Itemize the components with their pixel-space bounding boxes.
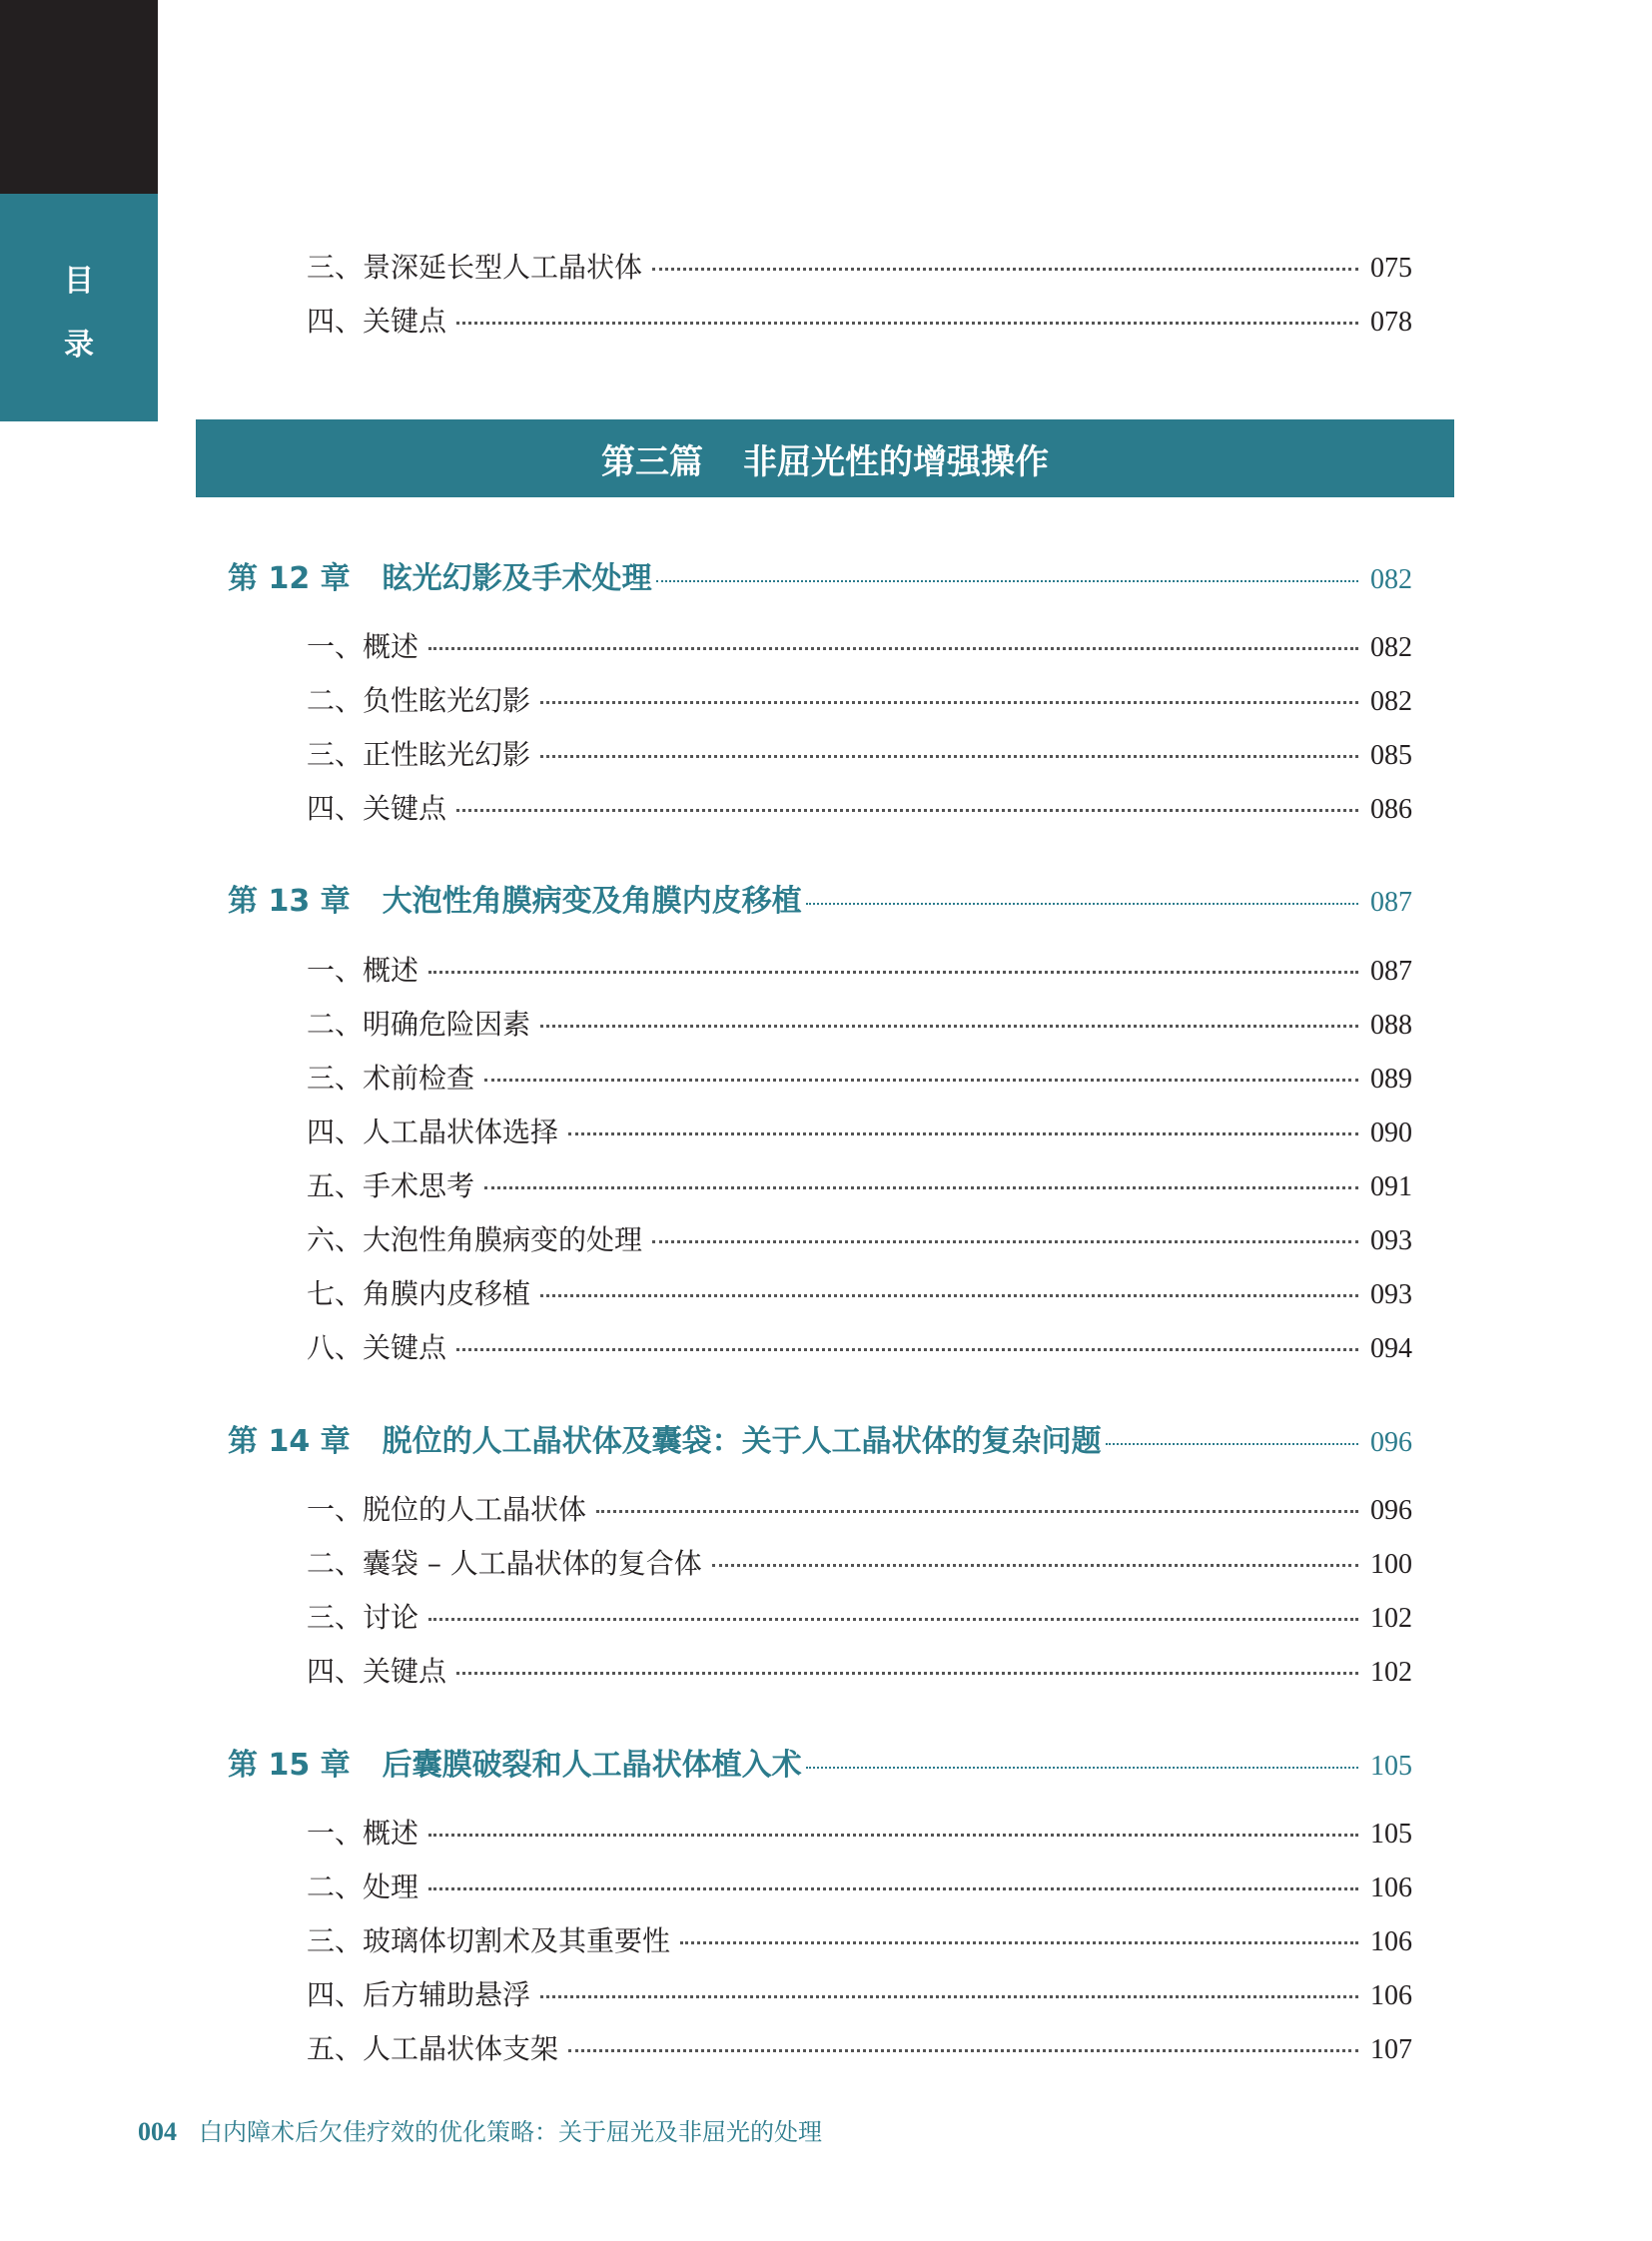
toc-entry-page: 107 <box>1370 2034 1412 2065</box>
chapter-page: 087 <box>1370 887 1412 918</box>
toc-entry-page: 093 <box>1370 1279 1412 1310</box>
chapter-heading-12[interactable] <box>228 553 1412 597</box>
toc-entry[interactable] <box>307 1326 1412 1366</box>
toc-entry[interactable] <box>307 1003 1412 1043</box>
toc-entry-page: 093 <box>1370 1225 1412 1256</box>
chapter-title: 脱位的人工晶状体及囊袋：关于人工晶状体的复杂问题 <box>382 1424 1102 1459</box>
toc-entry[interactable] <box>307 2027 1412 2067</box>
toc-entry[interactable] <box>307 679 1412 719</box>
dot-leader <box>652 1240 1358 1243</box>
toc-entry[interactable] <box>307 1866 1412 1905</box>
chapter-heading-14[interactable] <box>228 1416 1412 1460</box>
toc-entry[interactable] <box>307 1542 1412 1582</box>
chapter-page: 105 <box>1370 1751 1412 1782</box>
toc-entry[interactable] <box>307 1111 1412 1150</box>
toc-entry-page: 082 <box>1370 632 1412 663</box>
toc-entry-page: 082 <box>1370 686 1412 717</box>
toc-entry-page: 078 <box>1370 307 1412 338</box>
toc-entry[interactable] <box>307 1488 1412 1528</box>
toc-entry-label: 一、脱位的人工晶状体 <box>307 1493 587 1526</box>
toc-entry-page: 091 <box>1370 1171 1412 1202</box>
toc-entry-label: 五、手术思考 <box>307 1169 475 1202</box>
chapter-heading-15[interactable] <box>228 1740 1412 1784</box>
dot-leader <box>806 903 1358 905</box>
toc-entry-label: 四、人工晶状体选择 <box>307 1116 559 1148</box>
dot-leader <box>484 1079 1358 1082</box>
toc-entry[interactable] <box>307 733 1412 773</box>
toc-entry-label: 四、关键点 <box>307 792 447 825</box>
toc-entry-label: 四、关键点 <box>307 1655 447 1688</box>
sidebar-char-1: 目 <box>64 264 94 299</box>
toc-entry-label: 三、正性眩光幻影 <box>307 738 531 771</box>
toc-entry[interactable] <box>307 1650 1412 1690</box>
toc-entry[interactable] <box>307 787 1412 827</box>
toc-entry-page: 089 <box>1370 1064 1412 1095</box>
dot-leader <box>540 701 1358 704</box>
toc-entry-page: 106 <box>1370 1926 1412 1957</box>
chapter-number: 第 14 章 <box>228 1424 351 1459</box>
toc-entry-page: 106 <box>1370 1980 1412 2011</box>
dot-leader <box>540 1294 1358 1297</box>
dot-leader <box>456 322 1358 325</box>
toc-entry-label: 三、术前检查 <box>307 1062 475 1095</box>
sidebar-char-2: 录 <box>64 328 94 363</box>
toc-entry[interactable] <box>307 1164 1412 1204</box>
toc-entry[interactable] <box>307 1919 1412 1959</box>
toc-entry[interactable] <box>307 949 1412 989</box>
toc-entry-page: 090 <box>1370 1118 1412 1148</box>
footer-page-number: 004 <box>138 2117 177 2146</box>
chapter-page: 082 <box>1370 564 1412 595</box>
chapter-number: 第 12 章 <box>228 561 351 596</box>
footer-book-title: 白内障术后欠佳疗效的优化策略：关于屈光及非屈光的处理 <box>199 2118 822 2146</box>
dot-leader <box>712 1564 1358 1567</box>
toc-entry[interactable] <box>307 1973 1412 2013</box>
toc-entry-label: 二、处理 <box>307 1870 419 1903</box>
page-footer <box>138 2112 822 2147</box>
sidebar-tab <box>0 194 158 421</box>
toc-entry[interactable] <box>307 1057 1412 1097</box>
toc-entry-label: 三、玻璃体切割术及其重要性 <box>307 1924 671 1957</box>
dot-leader <box>428 1887 1358 1890</box>
dot-leader <box>568 1132 1358 1135</box>
chapter-heading-13[interactable] <box>228 876 1412 920</box>
part-title: 非屈光性的增强操作 <box>743 441 1049 482</box>
dot-leader <box>540 1025 1358 1028</box>
toc-entry-label: 六、大泡性角膜病变的处理 <box>307 1223 643 1256</box>
dot-leader <box>1106 1443 1358 1445</box>
toc-entry-page: 088 <box>1370 1010 1412 1041</box>
dot-leader <box>428 971 1358 974</box>
toc-entry-page: 106 <box>1370 1872 1412 1903</box>
toc-entry-label: 八、关键点 <box>307 1331 447 1364</box>
toc-entry[interactable] <box>307 625 1412 665</box>
toc-entry-label: 一、概述 <box>307 630 419 663</box>
dot-leader <box>540 755 1358 758</box>
part-banner <box>196 419 1454 497</box>
dot-leader <box>680 1941 1358 1944</box>
chapter-number: 第 15 章 <box>228 1748 351 1783</box>
toc-entry[interactable] <box>307 246 1412 286</box>
toc-entry-page: 102 <box>1370 1603 1412 1634</box>
toc-entry-label: 二、明确危险因素 <box>307 1008 531 1041</box>
toc-entry-page: 086 <box>1370 794 1412 825</box>
toc-entry-page: 102 <box>1370 1657 1412 1688</box>
chapter-title: 眩光幻影及手术处理 <box>382 561 652 596</box>
toc-entry-page: 100 <box>1370 1549 1412 1580</box>
toc-entry[interactable] <box>307 1218 1412 1258</box>
toc-entry-label: 五、人工晶状体支架 <box>307 2032 559 2065</box>
dot-leader <box>806 1767 1358 1769</box>
dot-leader <box>596 1510 1358 1513</box>
toc-entry-label: 七、角膜内皮移植 <box>307 1277 531 1310</box>
dot-leader <box>428 1834 1358 1837</box>
dot-leader <box>656 580 1358 582</box>
toc-entry[interactable] <box>307 1272 1412 1312</box>
dot-leader <box>456 809 1358 812</box>
chapter-page: 096 <box>1370 1427 1412 1458</box>
toc-entry[interactable] <box>307 300 1412 340</box>
toc-entry-label: 三、景深延长型人工晶状体 <box>307 251 643 284</box>
dot-leader <box>456 1672 1358 1675</box>
dot-leader <box>428 647 1358 650</box>
chapter-title: 大泡性角膜病变及角膜内皮移植 <box>382 884 802 919</box>
toc-entry-label: 四、关键点 <box>307 305 447 338</box>
toc-entry-page: 094 <box>1370 1333 1412 1364</box>
toc-entry-page: 105 <box>1370 1819 1412 1850</box>
toc-entry-label: 二、负性眩光幻影 <box>307 684 531 717</box>
toc-entry-page: 087 <box>1370 956 1412 987</box>
dot-leader <box>484 1186 1358 1189</box>
toc-entry-label: 二、囊袋 – 人工晶状体的复合体 <box>307 1547 702 1580</box>
dot-leader <box>540 1995 1358 1998</box>
toc-entry-label: 四、后方辅助悬浮 <box>307 1978 531 2011</box>
toc-entry[interactable] <box>307 1812 1412 1852</box>
chapter-title: 后囊膜破裂和人工晶状体植入术 <box>382 1748 802 1783</box>
toc-entry-label: 一、概述 <box>307 1817 419 1850</box>
dot-leader <box>652 268 1358 271</box>
toc-entry-label: 一、概述 <box>307 954 419 987</box>
toc-entry-page: 096 <box>1370 1495 1412 1526</box>
dot-leader <box>428 1618 1358 1621</box>
toc-entry[interactable] <box>307 1596 1412 1636</box>
toc-entry-page: 085 <box>1370 740 1412 771</box>
toc-entry-page: 075 <box>1370 253 1412 284</box>
part-number: 第三篇 <box>601 441 703 482</box>
sidebar-dark-block <box>0 0 158 194</box>
toc-entry-label: 三、讨论 <box>307 1601 419 1634</box>
dot-leader <box>456 1348 1358 1351</box>
dot-leader <box>568 2049 1358 2052</box>
chapter-number: 第 13 章 <box>228 884 351 919</box>
